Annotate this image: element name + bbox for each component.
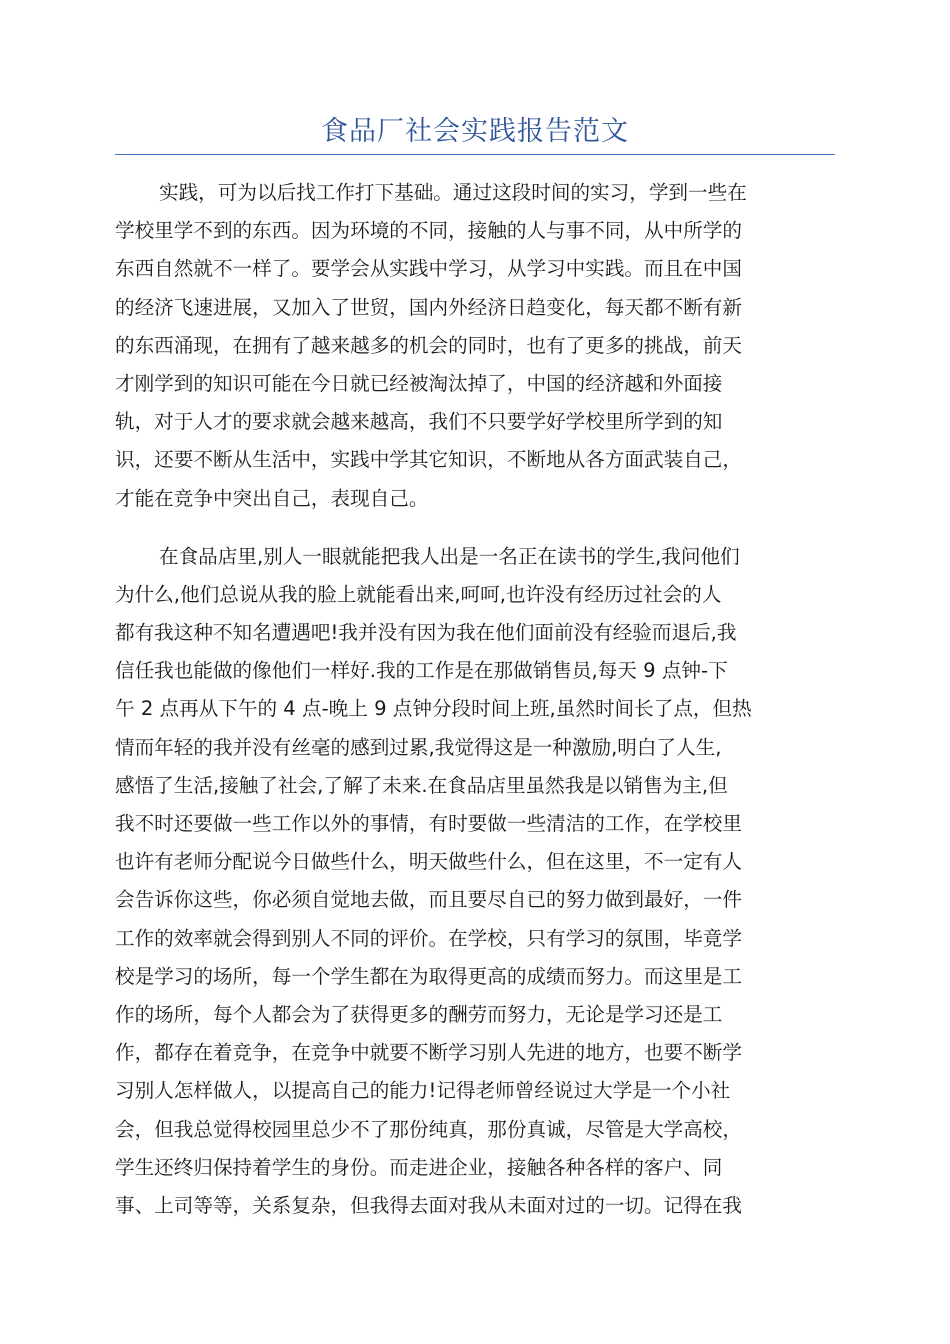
text-line: 工作的效率就会得到别人不同的评价。在学校，只有学习的氛围，毕竟学 [115, 926, 742, 950]
paragraph [115, 174, 835, 518]
text-line: 为什么,他们总说从我的脸上就能看出来,呵呵,也许没有经历过社会的人 [115, 582, 722, 606]
text-line: 实践，可为以后找工作打下基础。通过这段时间的实习，学到一些在 [159, 181, 747, 204]
text-line: 感悟了生活,接触了社会,了解了未来.在食品店里虽然我是以销售为主,但 [115, 773, 728, 797]
text-line: 轨，对于人才的要求就会越来越高，我们不只要学好学校里所学到的知 [115, 410, 723, 434]
text-line: 作，都存在着竞争，在竞争中就要不断学习别人先进的地方，也要不断学 [115, 1041, 742, 1065]
text-line: 的东西涌现，在拥有了越来越多的机会的同时，也有了更多的挑战，前天 [115, 333, 742, 357]
text-line: 会告诉你这些，你必须自觉地去做，而且要尽自已的努力做到最好，一件 [115, 888, 742, 912]
text-line: 也许有老师分配说今日做些什么，明天做些什么，但在这里，不一定有人 [115, 850, 742, 874]
text-line: 都有我这种不知名遭遇吧!我并没有因为我在他们面前没有经验而退后,我 [115, 621, 737, 645]
text-line: 的经济飞速进展，又加入了世贸，国内外经济日趋变化，每天都不断有新 [115, 295, 742, 319]
text-line: 东西自然就不一样了。要学会从实践中学习，从学习中实践。而且在中国 [115, 257, 742, 281]
paragraph [115, 538, 835, 1225]
text-line: 作的场所，每个人都会为了获得更多的酬劳而努力，无论是学习还是工 [115, 1002, 723, 1026]
text-line: 我不时还要做一些工作以外的事情，有时要做一些清洁的工作，在学校里 [115, 812, 742, 835]
text-line: 学生还终归保持着学生的身份。而走进企业，接触各种各样的客户、同 [115, 1155, 723, 1179]
title-underline [115, 154, 835, 155]
document-body [115, 174, 835, 1245]
text-line: 习别人怎样做人，以提高自己的能力!记得老师曾经说过大学是一个小社 [115, 1079, 731, 1103]
text-line: 会，但我总觉得校园里总少不了那份纯真，那份真诚，尽管是大学高校， [115, 1117, 742, 1141]
text-line: 才刚学到的知识可能在今日就已经被淘汰掉了，中国的经济越和外面接 [115, 371, 723, 395]
text-line: 学校里学不到的东西。因为环境的不同，接触的人与事不同，从中所学的 [115, 219, 742, 243]
text-line: 信任我也能做的像他们一样好.我的工作是在那做销售员,每天 9 点钟-下 [115, 659, 728, 683]
text-line: 午 2 点再从下午的 4 点-晚上 9 点钟分段时间上班,虽然时间长了点，但热 [115, 697, 752, 721]
text-line: 才能在竞争中突出自己，表现自己。 [115, 486, 429, 510]
text-line: 事、上司等等，关系复杂，但我得去面对我从未面对过的一切。记得在我 [115, 1193, 742, 1217]
text-line: 在食品店里,别人一眼就能把我人出是一名正在读书的学生,我问他们 [159, 544, 740, 568]
document-title: 食品厂社会实践报告范文 [321, 116, 629, 147]
text-line: 情而年轻的我并没有丝毫的感到过累,我觉得这是一种激励,明白了人生, [115, 735, 722, 759]
text-line: 识，还要不断从生活中，实践中学其它知识，不断地从各方面武装自己， [115, 448, 742, 472]
text-line: 校是学习的场所，每一个学生都在为取得更高的成绩而努力。而这里是工 [115, 964, 742, 988]
